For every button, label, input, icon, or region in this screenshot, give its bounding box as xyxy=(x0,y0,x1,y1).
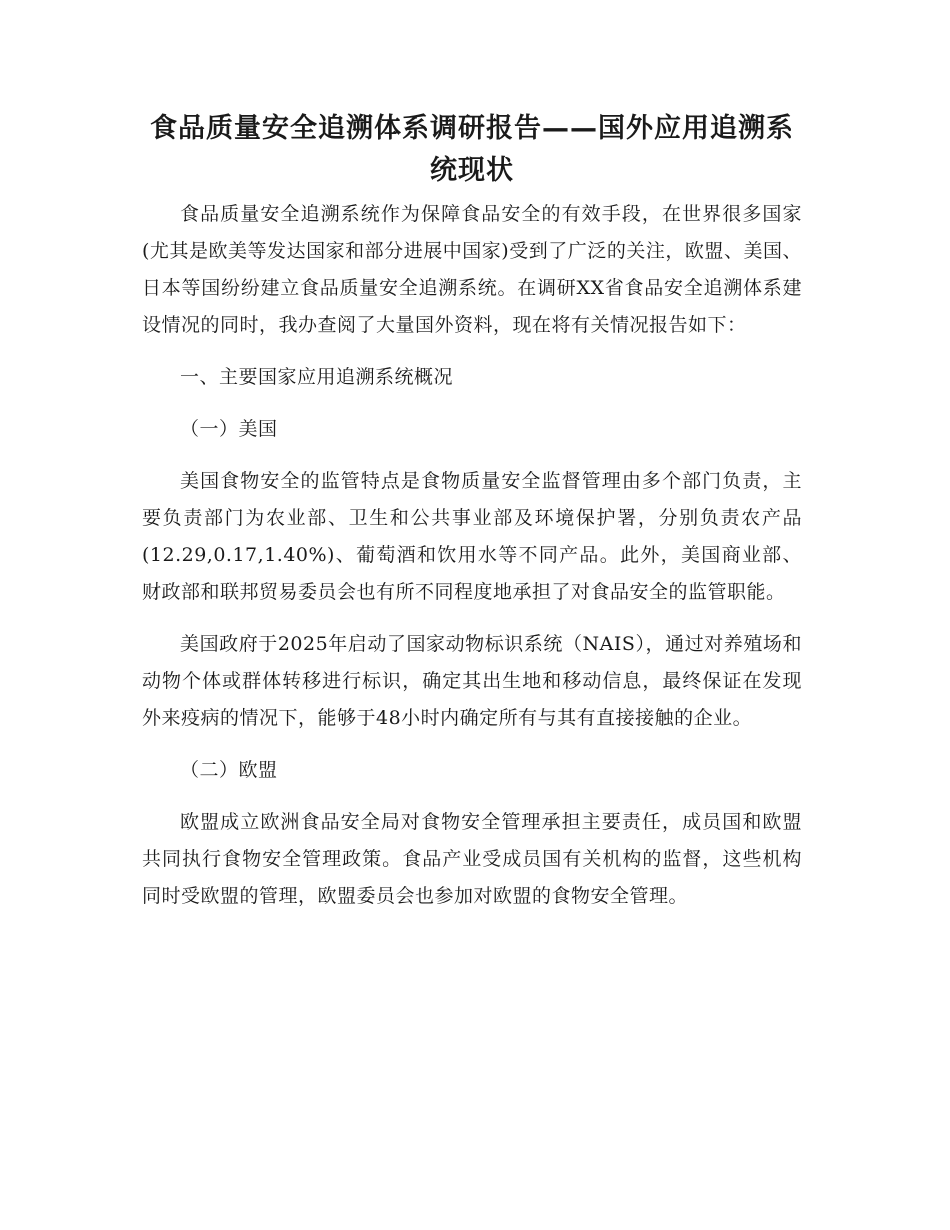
section-heading-main-countries: 一、主要国家应用追溯系统概况 xyxy=(180,366,454,388)
subsection-heading-usa: （一）美国 xyxy=(180,418,278,440)
subsection-heading-eu: （二）欧盟 xyxy=(180,759,278,781)
intro-paragraph: 食品质量安全追溯系统作为保障食品安全的有效手段，在世界很多国家(尤其是欧美等发达国家和部分进展中国家)受到了广泛的关注，欧盟、美国、日本等国纷纷建立食品质量安全追溯系统。在调研XX省食品安全追溯体系建设情况的同时，我办查阅了大量国外资料，现在将有关情况报告如下： xyxy=(142,203,802,336)
usa-paragraph-1: 美国食物安全的监管特点是食物质量安全监督管理由多个部门负责，主要负责部门为农业部、卫生和公共事业部及环境保护署，分别负责农产品(12.29,0.17,1.40%)、葡萄酒和饮用水等不同产品。此外，美国商业部、财政部和联邦贸易委员会也有所不同程度地承担了对食品安全的监管职能。 xyxy=(142,470,802,603)
document-title: 食品质量安全追溯体系调研报告——国外应用追溯系统现状 xyxy=(150,113,794,186)
usa-paragraph-2: 美国政府于2025年启动了国家动物标识系统（NAIS），通过对养殖场和动物个体或群体转移进行标识，确定其出生地和移动信息，最终保证在发现外来疫病的情况下，能够于48小时内确定所有与其有直接接触的企业。 xyxy=(142,633,802,729)
eu-paragraph-1: 欧盟成立欧洲食品安全局对食物安全管理承担主要责任，成员国和欧盟共同执行食物安全管理政策。食品产业受成员国有关机构的监督，这些机构同时受欧盟的管理，欧盟委员会也参加对欧盟的食物安全管理。 xyxy=(142,811,802,907)
document-body xyxy=(142,108,802,915)
